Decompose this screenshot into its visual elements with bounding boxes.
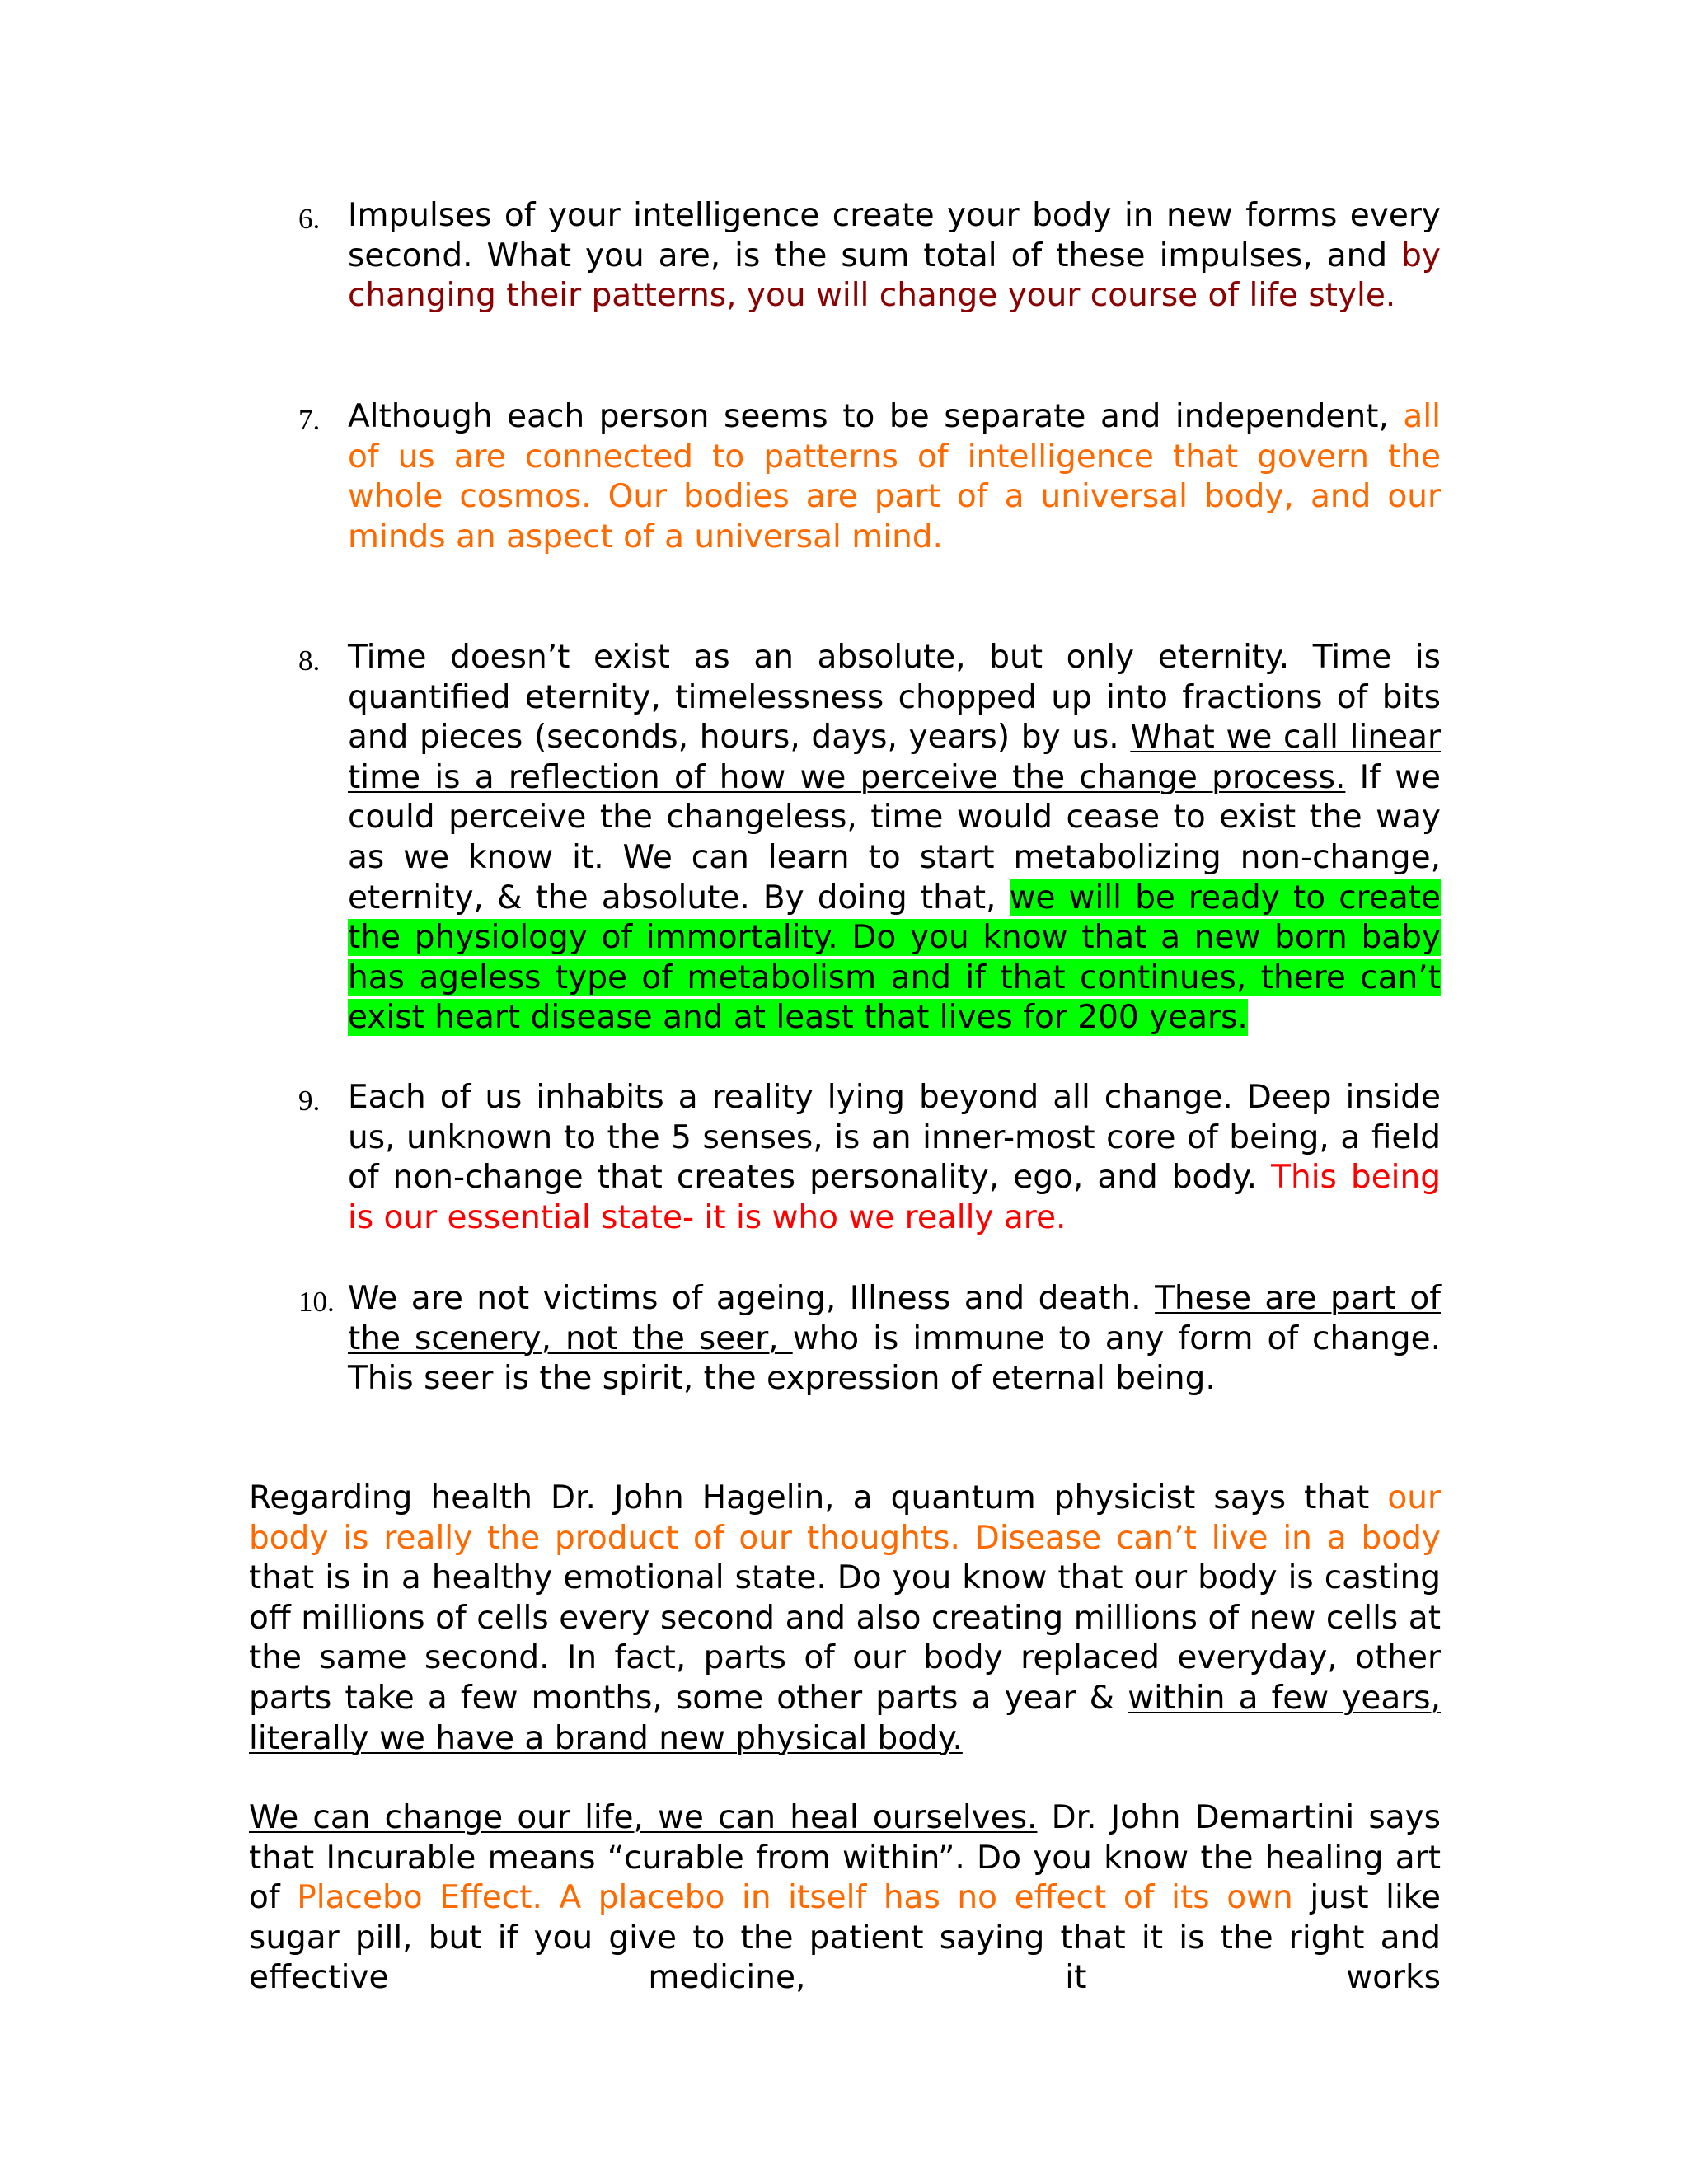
list-number: 6. [298,203,321,235]
list-item [348,1279,1441,1399]
text-segment: Each of us inhabits a reality lying beyond all change. Deep inside us, unknown to the 5 senses, is an inner-most core of being, a field of non-change that creates personality, ego, and body. [348,1079,1441,1197]
text-segment: Impulses of your intelligence create your body in new forms every second. What you are, is the sum total of these impulses, and [348,197,1441,274]
text-segment: Dr. John Demartini says that Incurable means “curable from within”. Do you know the healing art of [249,1799,1441,1917]
list-number: 7. [298,404,321,436]
list-item [348,638,1441,1038]
dark-red-text-segment: by changing their patterns, you will change your course of life style. [348,237,1441,315]
text-segment: Regarding health Dr. John Hagelin, a quantum physicist says that [249,1479,1388,1516]
list-item [348,397,1441,557]
underlined-text-segment: within a few years, literally we have a brand new physical body. [249,1679,1441,1757]
orange-text-segment: our body is really the product of our thoughts. Disease can’t live in a body [249,1479,1441,1557]
body-paragraph [249,1798,1441,1999]
text-segment: If we could perceive the changeless, time would cease to exist the way as we know it. We can learn to start metabolizing non-change, eternity, & the absolute. By doing that, [348,758,1441,916]
underlined-text-segment: These are part of the scenery, not the seer, [348,1280,1441,1357]
body-paragraph [249,1479,1441,1759]
list-number: 9. [298,1085,321,1117]
list-item [348,1078,1441,1238]
highlighted-text-segment: we will be ready to create the physiology of immortality. Do you know that a new born baby has ageless type of metabolism and if that continues, there can’t exist heart disease and at least that lives for 200 years. [348,879,1442,1037]
list-number: 10. [298,1286,335,1318]
orange-text-segment: Placebo Effect. A placebo in itself has no effect of its own [297,1879,1293,1917]
underlined-text-segment: What we call linear time is a reflection of how we perceive the change process. [348,719,1441,796]
text-segment: who is immune to any form of change. This seer is the spirit, the expression of eternal being. [348,1319,1441,1398]
text-segment: Although each person seems to be separate and independent, [348,398,1404,435]
text-segment: Time doesn’t exist as an absolute, but only eternity. Time is quantified eternity, timelessness chopped up into fractions of bits and pieces (seconds, hours, days, years) by us. [348,639,1441,757]
red-text-segment: This being is our essential state- it is who we really are. [348,1159,1441,1236]
text-segment: We are not victims of ageing, Illness and death. [348,1280,1156,1317]
text-segment: that is in a healthy emotional state. Do you know that our body is casting off millions of cells every second and also creating millions of new cells at the same second. In fact, parts of our body replaced everyday, other parts take a few months, some other parts a year & [249,1559,1441,1717]
underlined-text-segment: We can change our life, we can heal ourselves. [249,1799,1038,1836]
orange-text-segment: all of us are connected to patterns of intelligence that govern the whole cosmos. Our bodies are part of a universal body, and our minds an aspect of a universal mind. [348,398,1441,555]
list-number: 8. [298,644,321,677]
text-segment: just like sugar pill, but if you give to the patient saying that it is the right and effective medicine, it works [249,1879,1441,1997]
list-item [348,196,1441,316]
